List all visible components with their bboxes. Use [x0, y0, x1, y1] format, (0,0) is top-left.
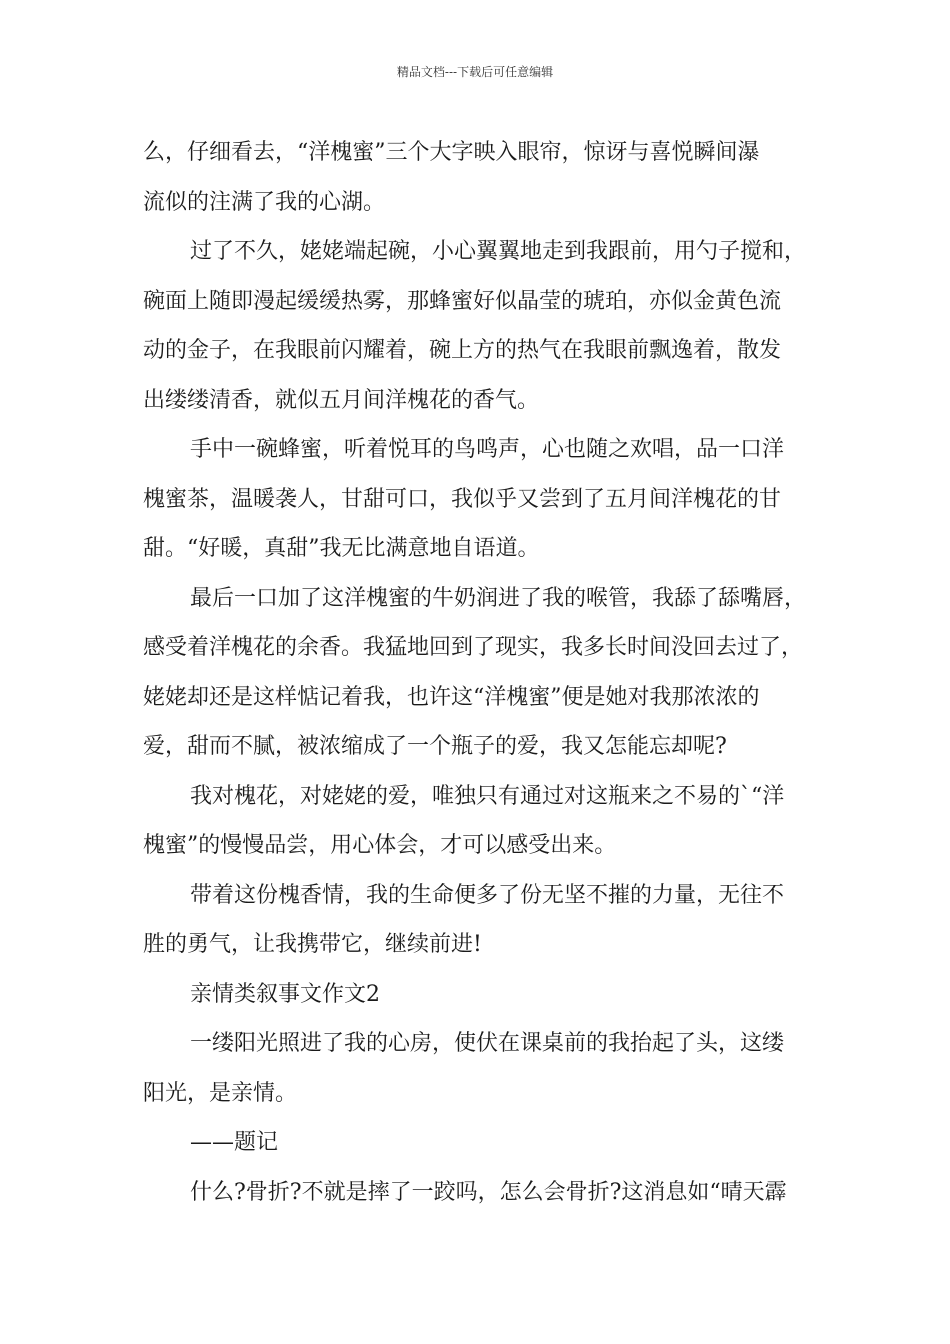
paragraph [143, 574, 823, 772]
text-line: 一缕阳光照进了我的心房，使伏在课桌前的我抬起了头，这缕 [190, 1031, 785, 1056]
text-line: ——题记 [190, 1130, 279, 1155]
text-line: 么，仔细看去，“洋槐蜜”三个大字映入眼帘，惊讶与喜悦瞬间瀑 [143, 140, 760, 165]
text-line: 过了不久，姥姥端起碗，小心翼翼地走到我跟前，用勺子搅和， [190, 239, 807, 264]
text-line: 我对槐花，对姥姥的爱，唯独只有通过对这瓶来之不易的`“洋 [190, 783, 785, 809]
text-line: 亲情类叙事文作文2 [190, 981, 380, 1007]
paragraph [143, 1019, 823, 1118]
text-line: 甜。“好暖，真甜”我无比满意地自语道。 [143, 536, 540, 561]
text-line: 动的金子，在我眼前闪耀着，碗上方的热气在我眼前飘逸着，散发 [143, 338, 782, 363]
text-line: 感受着洋槐花的余香。我猛地回到了现实，我多长时间没回去过了， [143, 635, 804, 660]
paragraph [143, 1118, 823, 1168]
paragraph [143, 227, 823, 425]
text-line: 姥姥却还是这样惦记着我，也许这“洋槐蜜”便是她对我那浓浓的 [143, 684, 760, 710]
text-line: 槐蜜茶，温暖袭人，甘甜可口，我似乎又尝到了五月间洋槐花的甘 [143, 486, 782, 512]
paragraph [143, 871, 823, 970]
text-line: 带着这份槐香情，我的生命便多了份无坚不摧的力量，无往不 [190, 882, 785, 908]
page-header: 精品文档---下载后可任意编辑 [396, 65, 554, 79]
text-line: 槐蜜”的慢慢品尝，用心体会，才可以感受出来。 [143, 833, 617, 858]
paragraph [143, 425, 823, 574]
paragraph [143, 970, 823, 1020]
text-line: 爱，甜而不腻，被浓缩成了一个瓶子的爱，我又怎能忘却呢? [143, 734, 727, 759]
text-line: 阳光，是亲情。 [143, 1080, 298, 1106]
text-line: 碗面上随即漫起缓缓热雾，那蜂蜜好似晶莹的琥珀，亦似金黄色流 [143, 288, 782, 314]
text-line: 最后一口加了这洋槐蜜的牛奶润进了我的喉管，我舔了舔嘴唇， [190, 585, 807, 611]
paragraph [143, 772, 823, 871]
text-line: 什么?骨折?不就是摔了一跤吗，怎么会骨折?这消息如“晴天霹 [190, 1179, 787, 1205]
text-line: 出缕缕清香，就似五月间洋槐花的香气。 [143, 387, 540, 413]
text-line: 胜的勇气，让我携带它，继续前进! [143, 932, 482, 957]
text-line: 手中一碗蜂蜜，听着悦耳的鸟鸣声，心也随之欢唱，品一口洋 [190, 437, 785, 462]
document-body [143, 128, 823, 1217]
text-line: 流似的注满了我的心湖。 [143, 189, 386, 215]
paragraph [143, 1168, 823, 1218]
paragraph [143, 128, 823, 227]
